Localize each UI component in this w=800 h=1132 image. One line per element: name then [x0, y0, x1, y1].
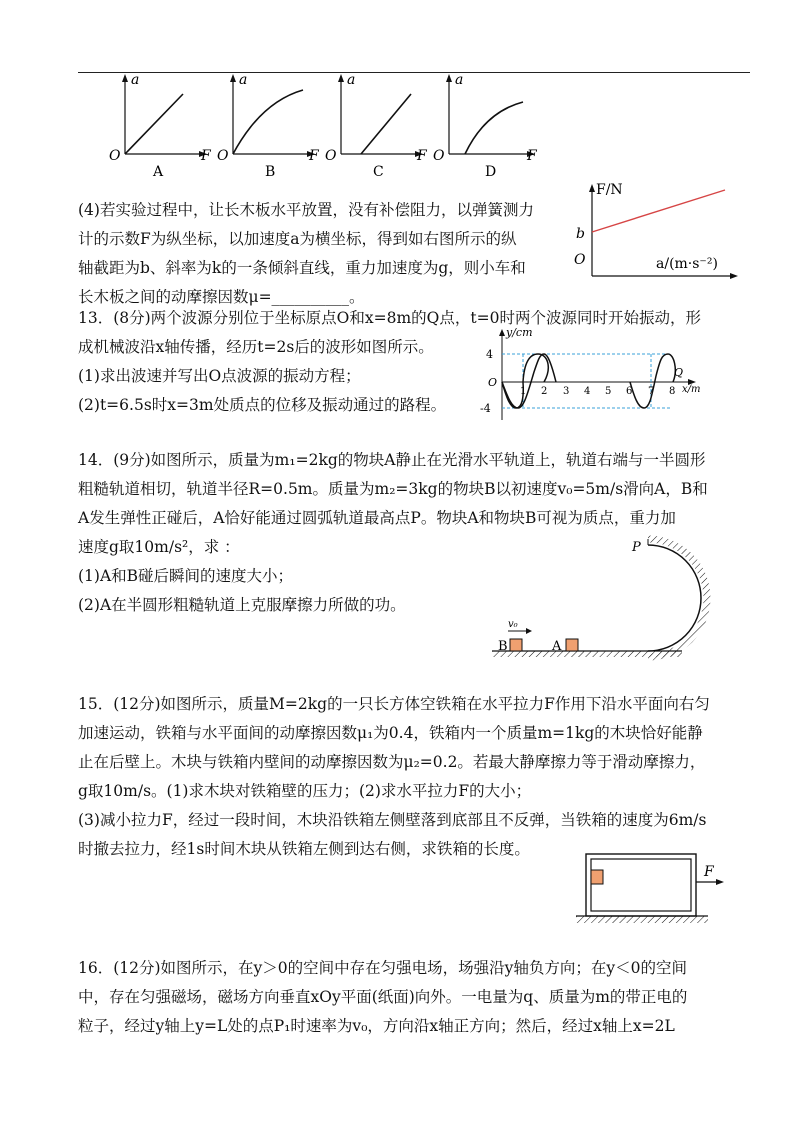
- q12-line-4: 长木板之间的动摩擦因数μ=__________。: [78, 288, 365, 306]
- q14-p-label: P: [632, 540, 641, 555]
- q12-part4-text: [78, 196, 588, 312]
- q14-line-5: (1)A和B碰后瞬间的速度大小；: [78, 567, 294, 585]
- q13-x-tick-5: 5: [605, 386, 612, 397]
- q15-line-6: 时撤去拉力，经1s时间木块从铁箱左侧到达右侧，求铁箱的长度。: [78, 840, 530, 858]
- q16-line-3: 粒子，经过y轴上y=L处的点P₁时速率为v₀，方向沿x轴正方向；然后，经过x轴上x=2L: [78, 1017, 675, 1035]
- force-label: F: [704, 864, 714, 880]
- q13-line-1: 13．(8分)两个波源分别位于坐标原点O和x=8m的Q点，t=0时两个波源同时开始振动，形: [78, 309, 701, 327]
- q14-line-6: (2)A在半圆形粗糙轨道上克服摩擦力所做的功。: [78, 596, 406, 614]
- block-b: [510, 639, 522, 651]
- q15-text: [78, 690, 750, 864]
- q12-graph-intercept: b: [576, 226, 585, 242]
- q13-graph-y-label: y/cm: [506, 326, 533, 339]
- q12-f-a-graph: [570, 180, 740, 284]
- q15-line-4: g取10m/s。(1)求木块对铁箱壁的压力；(2)求水平拉力F的大小；: [78, 782, 532, 800]
- q14-line-2: 粗糙轨道相切，轨道半径R=0.5m。质量为m₂=3kg的物块B以初速度v₀=5m/s滑向A，B和: [78, 480, 708, 498]
- graph-a-label: A: [153, 164, 164, 180]
- q15-line-1: 15．(12分)如图所示，质量M=2kg的一只长方体空铁箱在水平拉力F作用下沿水平面向右匀: [78, 695, 710, 713]
- q13-graph-x-label: x/m: [682, 384, 701, 395]
- q13-wave-graph: [478, 326, 706, 424]
- q13-x-tick-3: 3: [563, 386, 570, 397]
- block-a: [566, 639, 578, 651]
- q12-line-2: 计的示数F为纵坐标，以加速度a为横坐标，得到如右图所示的纵: [78, 230, 517, 248]
- graph-b: [217, 72, 320, 180]
- q15-line-2: 加速运动，铁箱与水平面间的动摩擦因数μ₁为0.4，铁箱内一个质量m=1kg的木块恰好能静: [78, 724, 703, 742]
- q13-x-tick-7: 7: [648, 386, 655, 397]
- q12-line-1: (4)若实验过程中，让长木板水平放置，没有补偿阻力，以弹簧测力: [78, 201, 534, 219]
- graph-d-origin: O: [433, 148, 445, 164]
- q13-graph-origin: O: [488, 376, 498, 389]
- q13-x-tick-6: 6: [626, 386, 633, 397]
- graph-a-origin: O: [109, 148, 121, 164]
- q13-x-tick-2: 2: [541, 386, 548, 397]
- graph-d: [433, 72, 538, 180]
- wood-block: [591, 870, 603, 884]
- q13-x-tick-1: 1: [520, 386, 527, 397]
- graph-b-label: B: [265, 164, 276, 180]
- q12-graph-x-label: a/(m·s⁻²): [656, 256, 718, 272]
- graph-b-x-label: F: [309, 148, 319, 164]
- graph-a-y-label: a: [131, 72, 140, 88]
- q13-line-4: (2)t=6.5s时x=3m处质点的位移及振动通过的路程。: [78, 396, 447, 414]
- block-a-label: A: [552, 639, 562, 654]
- q12-graph-origin: O: [574, 252, 586, 268]
- graph-a-x-label: F: [201, 148, 211, 164]
- q16-text: [78, 954, 750, 1041]
- graph-a: [109, 72, 212, 180]
- q13-graph-y-tick-4: 4: [486, 348, 493, 361]
- q13-graph-q-label: Q: [674, 366, 684, 379]
- graph-c: [325, 72, 428, 180]
- q16-line-1: 16．(12分)如图所示，在y＞0的空间中存在匀强电场，场强沿y轴负方向；在y＜0的空间: [78, 959, 688, 977]
- graph-b-origin: O: [217, 148, 229, 164]
- q14-line-1: 14．(9分)如图所示，质量为m₁=2kg的物块A静止在光滑水平轨道上，轨道右端与一半圆形: [78, 451, 706, 469]
- graph-c-origin: O: [325, 148, 337, 164]
- q13-line-3: (1)求出波速并写出O点波源的振动方程；: [78, 367, 361, 385]
- q16-line-2: 中，存在匀强磁场，磁场方向垂直xOy平面(纸面)向外。一电量为q、质量为m的带正电的: [78, 988, 688, 1006]
- q15-line-5: (3)减小拉力F，经过一段时间，木块沿铁箱左侧壁落到底部且不反弹，当铁箱的速度为6m/s: [78, 811, 707, 829]
- graph-b-y-label: a: [239, 72, 248, 88]
- graph-d-y-label: a: [455, 72, 464, 88]
- graph-c-x-label: F: [417, 148, 427, 164]
- q15-line-3: 止在后壁上。木块与铁箱内壁间的动摩擦因数为μ₂=0.2。若最大静摩擦力等于滑动摩擦力，: [78, 753, 706, 771]
- graph-d-label: D: [485, 164, 497, 180]
- q12-graph-y-label: F/N: [596, 182, 623, 198]
- v0-label: v₀: [508, 619, 518, 630]
- q15-box-figure: [572, 850, 732, 930]
- option-graphs: [95, 72, 555, 182]
- q12-line-3: 轴截距为b、斜率为k的一条倾斜直线，重力加速度为g，则小车和: [78, 259, 526, 277]
- graph-d-x-label: F: [527, 148, 537, 164]
- q13-x-tick-4: 4: [584, 386, 591, 397]
- block-b-label: B: [498, 639, 508, 654]
- q13-graph-y-tick-neg4: -4: [480, 402, 491, 415]
- q14-line-4: 速度g取10m/s²，求 ：: [78, 538, 240, 556]
- q13-x-tick-8: 8: [669, 386, 676, 397]
- q14-track-figure: [488, 535, 728, 661]
- q13-line-2: 成机械波沿x轴传播，经历t=2s后的波形如图所示。: [78, 338, 434, 356]
- graph-c-label: C: [373, 164, 384, 180]
- graph-c-y-label: a: [347, 72, 356, 88]
- q14-line-3: A发生弹性正碰后，A恰好能通过圆弧轨道最高点P。物块A和物块B可视为质点，重力加: [78, 509, 676, 527]
